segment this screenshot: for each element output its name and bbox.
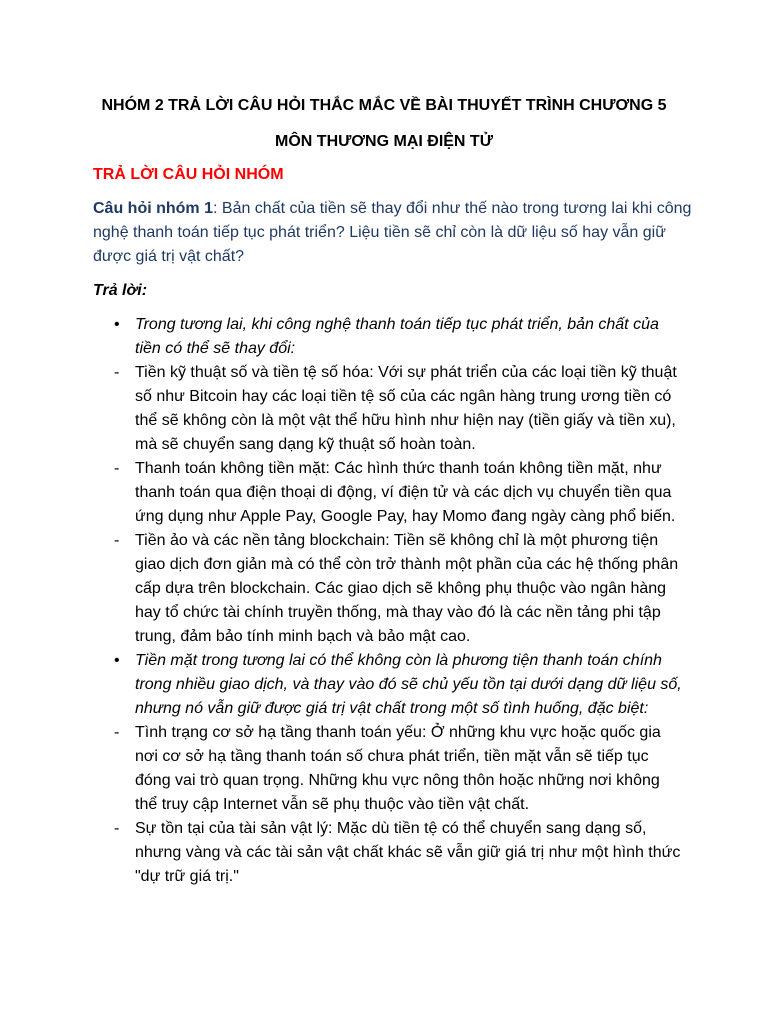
dash-marker: - <box>114 820 120 837</box>
document-title-line2: MÔN THƯƠNG MẠI ĐIỆN TỬ <box>275 133 493 150</box>
list-item-text: Tiền kỹ thuật số và tiền tệ số hóa: Với sự phát triển của các loại tiền kỹ thuật số như Bitcoin hay các loại tiền tệ số của các ngân hàng trung ương tiền có thể sẽ không còn là một vật thể hữu hình như hiện nay (tiền giấy và tiền xu), mà sẽ chuyển sang dạng kỹ thuật số hoàn toàn. <box>135 364 677 453</box>
question-text: : Bản chất của tiền sẽ thay đổi như thế nào trong tương lai khi công nghệ thanh toán tiếp tục phát triển? Liệu tiền sẽ chỉ còn là dữ liệu số hay vẫn giữ được giá trị vật chất? <box>93 200 692 265</box>
list-item <box>0 649 685 721</box>
bullet-marker: • <box>114 652 120 669</box>
dash-marker: - <box>114 532 120 549</box>
answer-list <box>0 313 768 889</box>
list-item-text: Tiền mặt trong tương lai có thể không còn là phương tiện thanh toán chính trong nhiều giao dịch, và thay vào đó sẽ chủ yếu tồn tại dưới dạng dữ liệu số, nhưng nó vẫn giữ được giá trị vật chất trong một số tình huống, đặc biệt: <box>135 652 682 717</box>
list-item-text: Sự tồn tại của tài sản vật lý: Mặc dù tiền tệ có thể chuyển sang dạng số, nhưng vàng và các tài sản vật chất khác sẽ vẫn giữ giá trị như một hình thức "dự trữ giá trị." <box>135 820 681 885</box>
dash-marker: - <box>114 724 120 741</box>
question-paragraph <box>93 197 693 269</box>
section-heading: TRẢ LỜI CÂU HỎI NHÓM <box>93 166 284 183</box>
dash-marker: - <box>114 460 120 477</box>
bullet-marker: • <box>114 316 120 333</box>
list-item-text: Trong tương lai, khi công nghệ thanh toán tiếp tục phát triển, bản chất của tiền có thể sẽ thay đổi: <box>135 316 659 357</box>
dash-marker: - <box>114 364 120 381</box>
list-item <box>0 817 685 889</box>
list-item <box>0 361 685 457</box>
answer-label: Trả lời: <box>93 282 148 299</box>
question-label: Câu hỏi nhóm 1 <box>93 200 213 217</box>
list-item <box>0 313 685 361</box>
list-item <box>0 529 685 649</box>
list-item-text: Tiền ảo và các nền tảng blockchain: Tiền sẽ không chỉ là một phương tiện giao dịch đơn giản mà có thể còn trở thành một phần của các hệ thống phân cấp dựa trên blockchain. Các giao dịch sẽ không phụ thuộc vào ngân hàng hay tổ chức tài chính truyền thống, mà thay vào đó là các nền tảng phi tập trung, đảm bảo tính minh bạch và bảo mật cao. <box>135 532 679 645</box>
document-title-line1: NHÓM 2 TRẢ LỜI CÂU HỎI THẮC MẮC VỀ BÀI THUYẾT TRÌNH CHƯƠNG 5 <box>101 97 667 114</box>
list-item <box>0 721 685 817</box>
list-item-text: Tình trạng cơ sở hạ tầng thanh toán yếu: Ở những khu vực hoặc quốc gia nơi cơ sở hạ tầng thanh toán số chưa phát triển, tiền mặt vẫn sẽ tiếp tục đóng vai trò quan trọng. Những khu vực nông thôn hoặc những nơi không thể truy cập Internet vẫn sẽ phụ thuộc vào tiền vật chất. <box>135 724 661 813</box>
list-item <box>0 457 685 529</box>
list-item-text: Thanh toán không tiền mặt: Các hình thức thanh toán không tiền mặt, như thanh toán qua điện thoại di động, ví điện tử và các dịch vụ chuyển tiền qua ứng dụng như Apple Pay, Google Pay, hay Momo đang ngày càng phổ biến. <box>135 460 676 525</box>
